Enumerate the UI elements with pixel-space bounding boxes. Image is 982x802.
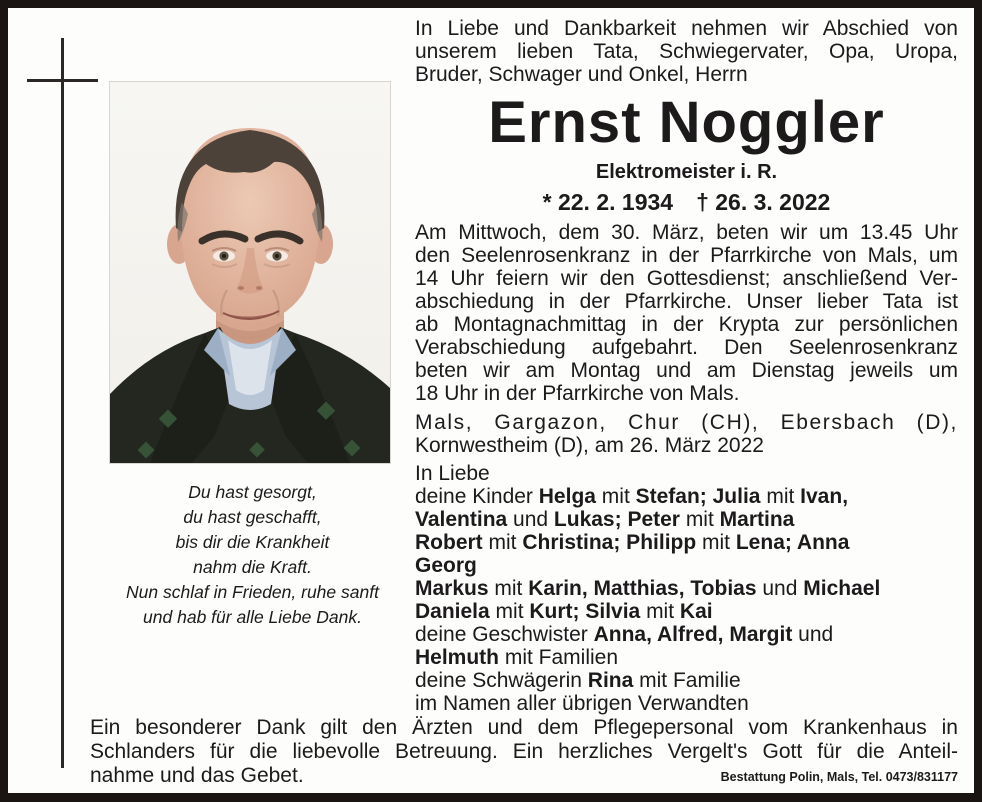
funeral-announcement: Am Mittwoch, dem 30. März, beten wir um 13.45 Uhr den Seelenrosenkranz in der Pfarrkirche von Mals, um 14 Uhr feiern wir den Gottesdienst; anschließend Ver- abschiedung in der Pfarrkirche. Unser lieber Tata ist ab Montagnachmittag in der Krypta zur persönlichen Verabschiedung aufgebahrt. Den Seelenrosenkranz beten wir am Montag und am Dienstag jeweils um 18 Uhr in der Pfarrkirche von Mals. (415, 221, 958, 405)
thanks-paragraph: Ein besonderer Dank gilt den Ärzten und dem Pflegepersonal vom Krankenhaus in Schlanders für die liebevolle Betreuung. Ein herzliches Vergelt's Gott für die Anteil- nahme und das Gebet. (90, 716, 958, 787)
funeral-home-footer: Bestattung Polin, Mals, Tel. 0473/831177 (720, 770, 958, 784)
places-date-line: Mals, Gargazon, Chur (CH), Ebersbach (D), Kornwestheim (D), am 26. März 2022 (415, 411, 958, 457)
intro-paragraph: In Liebe und Dankbarkeit nehmen wir Abschied von unserem lieben Tata, Schwiegervater, Opa, Uropa, Bruder, Schwager und Onkel, Herrn (415, 17, 958, 86)
profession-title: Elektromeister i. R. (595, 161, 778, 183)
mourning-family-list: In Liebe deine Kinder Helga mit Stefan; Julia mit Ivan, Valentina und Lukas; Peter mit Martina Robert mit Christina; Philipp mit Lena; Anna Georg Markus mit Karin, Matthias, Tobias und Michael Daniela mit Kurt; Silvia mit Kai deine Geschwister Anna, Alfred, Margit und Helmuth mit Familien deine Schwägerin Rina mit Familie im Namen aller übrigen Verwandten (415, 462, 881, 715)
memorial-poem: Du hast gesorgt, du hast geschafft, bis dir die Krankheit nahm die Kraft. Nun schlaf in Frieden, ruhe sanft und hab für alle Liebe Dank. (126, 482, 379, 627)
deceased-name: Ernst Noggler (488, 90, 885, 155)
cross-icon-bar (27, 79, 98, 82)
cross-icon (61, 38, 64, 768)
portrait-illustration (110, 82, 390, 463)
portrait-photo (110, 82, 390, 463)
birth-death-dates: * 22. 2. 1934 † 26. 3. 2022 (542, 189, 831, 215)
